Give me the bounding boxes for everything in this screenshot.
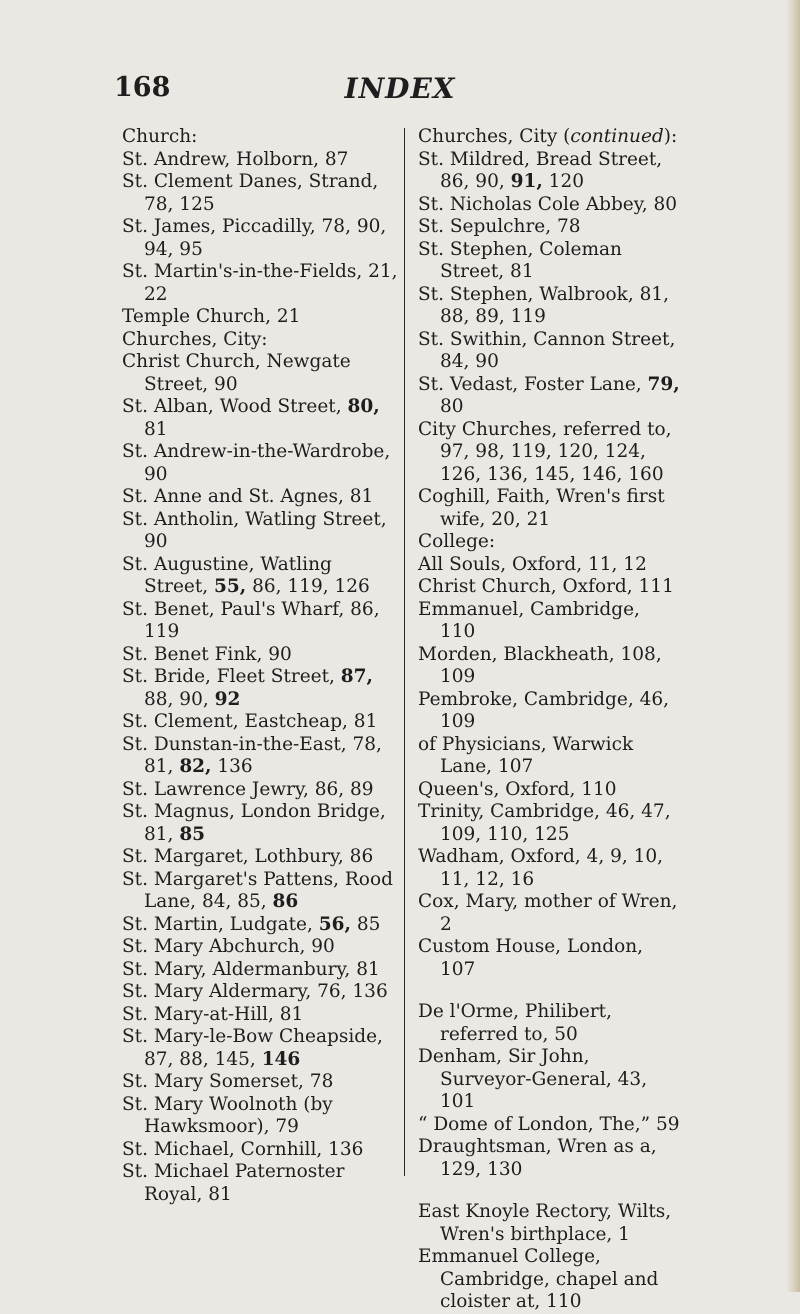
index-entry <box>122 1094 398 1139</box>
bold-page-ref: 146 <box>261 1048 301 1070</box>
index-entry <box>122 734 398 779</box>
entry-text: St. Alban, Wood Street, <box>122 396 348 417</box>
entry-text: St. Mary Aldermary, 76, 136 <box>122 981 388 1002</box>
index-entry <box>122 936 398 959</box>
college-entry-list <box>418 554 680 892</box>
index-entry: Morden, Blackheath, 108, 109 <box>418 643 662 687</box>
index-entry <box>122 779 398 802</box>
index-entry <box>418 194 680 217</box>
page-title: INDEX <box>344 72 456 105</box>
index-entry <box>122 846 398 869</box>
entry-text: 136 <box>211 756 253 777</box>
index-entry: “ Dome of London, The,” 59 <box>418 1113 680 1135</box>
entry-text: 80 <box>440 396 464 417</box>
bold-page-ref: 82, <box>179 756 212 777</box>
entry-text: St. Mary-le-Bow Cheapside, 87, 88, 145, <box>122 1026 383 1070</box>
entry-text: St. Bride, Fleet Street, <box>122 666 341 687</box>
index-entry <box>122 711 398 734</box>
index-entry <box>122 1004 398 1027</box>
index-entry <box>418 239 680 284</box>
entry-text: St. Andrew-in-the-Wardrobe, 90 <box>122 441 391 485</box>
bold-page-ref: 92 <box>214 688 241 710</box>
index-entry <box>122 914 398 937</box>
entry-text: St. Swithin, Cannon Street, 84, 90 <box>418 328 676 372</box>
entry-text: St. Mary, Aldermanbury, 81 <box>122 958 380 980</box>
index-entry: Queen's, Oxford, 110 <box>418 778 617 800</box>
index-entry <box>122 599 398 644</box>
entry-text: St. Benet Fink, 90 <box>122 643 292 665</box>
index-entry <box>418 329 680 374</box>
entry-text: 88, 90, <box>144 688 215 710</box>
index-entry <box>122 441 398 486</box>
index-entry: Wadham, Oxford, 4, 9, 10, 11, 12, 16 <box>418 846 664 890</box>
index-entry <box>122 666 398 711</box>
entry-text: Christ Church, Newgate Street, 90 <box>122 351 351 395</box>
entry-text: St. Sepulchre, 78 <box>418 216 581 237</box>
index-entry <box>122 1026 398 1071</box>
entry-text: St. Stephen, Coleman Street, 81 <box>418 238 622 282</box>
index-entry: Denham, Sir John, Surveyor-General, 43, 101 <box>418 1046 648 1112</box>
index-entry <box>122 509 398 554</box>
entry-text: St. Margaret's Pattens, Rood Lane, 84, 85, <box>122 868 393 912</box>
index-entry: Temple Church, 21 <box>122 306 301 327</box>
index-heading: College: <box>418 531 496 552</box>
entry-text: St. Michael Paternoster Royal, 81 <box>122 1161 345 1205</box>
index-entry <box>418 216 680 239</box>
index-entry <box>122 1161 398 1206</box>
index-heading: Churches, City: <box>122 328 268 350</box>
index-entry: Pembroke, Cambridge, 46, 109 <box>418 688 669 732</box>
index-entry: of Physicians, Warwick Lane, 107 <box>418 733 634 777</box>
index-entry: Custom House, London, 107 <box>418 936 644 980</box>
index-entry: Coghill, Faith, Wren's first wife, 20, 21 <box>418 486 665 530</box>
bold-page-ref: 80, <box>347 396 380 417</box>
entry-text: St. Dunstan-in-the-East, 78, 81, <box>122 733 382 777</box>
entry-text: St. Mary Abchurch, 90 <box>122 936 335 957</box>
index-entry <box>122 1139 398 1162</box>
entry-text: 86, 119, 126 <box>246 576 370 597</box>
page-header <box>0 72 800 112</box>
entry-text: St. Margaret, Lothbury, 86 <box>122 846 374 867</box>
index-entry <box>122 554 398 599</box>
index-entry <box>418 284 680 329</box>
index-entry <box>122 869 398 914</box>
bold-page-ref: 86 <box>272 891 299 912</box>
index-entry: City Churches, referred to, 97, 98, 119, 120, 124, 126, 136, 145, 146, 160 <box>418 418 672 485</box>
bold-page-ref: 87, <box>340 666 373 687</box>
entry-text: St. Martin, Ludgate, <box>122 913 319 935</box>
entry-text: 120 <box>542 171 584 192</box>
index-entry <box>122 981 398 1004</box>
index-entry: All Souls, Oxford, 11, 12 <box>418 553 647 575</box>
index-heading: Church: <box>122 126 198 147</box>
index-entry: Trinity, Cambridge, 46, 47, 109, 110, 125 <box>418 801 671 845</box>
entry-text: 85 <box>350 913 381 935</box>
index-entry <box>122 801 398 846</box>
index-entry <box>122 396 398 441</box>
city-church-entry-list <box>122 351 398 1206</box>
entry-text: St. Magnus, London Bridge, 81, <box>122 801 386 845</box>
index-entry <box>122 486 398 509</box>
bold-page-ref: 55, <box>214 576 247 597</box>
index-entry <box>122 959 398 982</box>
entry-text: St. Mary Woolnoth (by Hawksmoor), 79 <box>122 1093 333 1137</box>
entry-text: St. Anne and St. Agnes, 81 <box>122 486 374 507</box>
column-divider <box>404 128 405 1176</box>
index-entry: St. Andrew, Holborn, 87 <box>122 148 349 170</box>
index-entry: East Knoyle Rectory, Wilts, Wren's birthplace, 1 <box>418 1201 672 1245</box>
section-gap <box>418 1181 680 1201</box>
index-column-left <box>122 126 398 1206</box>
page-number: 168 <box>114 72 171 103</box>
entry-text: St. Stephen, Walbrook, 81, 88, 89, 119 <box>418 283 670 327</box>
index-entry <box>418 149 680 194</box>
entry-text: St. Antholin, Watling Street, 90 <box>122 508 387 552</box>
index-entry: Cox, Mary, mother of Wren, 2 <box>418 891 678 935</box>
heading-text: ): <box>663 126 678 147</box>
index-entry: Draughtsman, Wren as a, 129, 130 <box>418 1136 657 1180</box>
entry-text: St. Augustine, Watling Street, <box>122 553 332 597</box>
index-entry: St. Martin's-in-the-Fields, 21, 22 <box>122 261 398 305</box>
entry-text: St. Benet, Paul's Wharf, 86, 119 <box>122 598 380 642</box>
church-entry-list <box>122 149 398 329</box>
entry-text: St. Mary-at-Hill, 81 <box>122 1003 304 1025</box>
index-entry <box>122 1071 398 1094</box>
index-entry: St. James, Piccadilly, 78, 90, 94, 95 <box>122 216 387 260</box>
index-entry: Emmanuel College, Cambridge, chapel and cloister at, 110 <box>418 1246 659 1312</box>
entry-text: St. Clement, Eastcheap, 81 <box>122 711 378 732</box>
entry-text: St. Nicholas Cole Abbey, 80 <box>418 193 678 215</box>
index-entry <box>122 351 398 396</box>
bold-page-ref: 91, <box>510 171 543 192</box>
section-gap <box>418 981 680 1001</box>
index-entry <box>122 644 398 667</box>
index-entry: St. Clement Danes, Strand, 78, 125 <box>122 171 379 215</box>
bold-page-ref: 56, <box>318 913 351 935</box>
city-church-continued-list <box>418 149 680 419</box>
index-entry <box>418 374 680 419</box>
index-entry: Christ Church, Oxford, 111 <box>418 576 674 597</box>
entry-text: St. Michael, Cornhill, 136 <box>122 1138 364 1160</box>
index-heading <box>418 126 680 149</box>
entry-text: St. Vedast, Foster Lane, <box>418 373 648 395</box>
index-column-right <box>418 126 680 1314</box>
index-entry: Emmanuel, Cambridge, 110 <box>418 598 640 642</box>
entry-text: 81 <box>144 418 168 440</box>
bold-page-ref: 79, <box>647 373 680 395</box>
index-entry: De l'Orme, Philibert, referred to, 50 <box>418 1001 612 1045</box>
entry-text: St. Lawrence Jewry, 86, 89 <box>122 778 374 800</box>
continued-label: continued <box>570 126 664 147</box>
page-edge <box>786 0 800 1292</box>
bold-page-ref: 85 <box>179 823 206 845</box>
entry-text: St. Mildred, Bread Street, 86, 90, <box>418 148 663 192</box>
heading-text: Churches, City ( <box>418 126 571 147</box>
entry-text: St. Mary Somerset, 78 <box>122 1071 334 1092</box>
